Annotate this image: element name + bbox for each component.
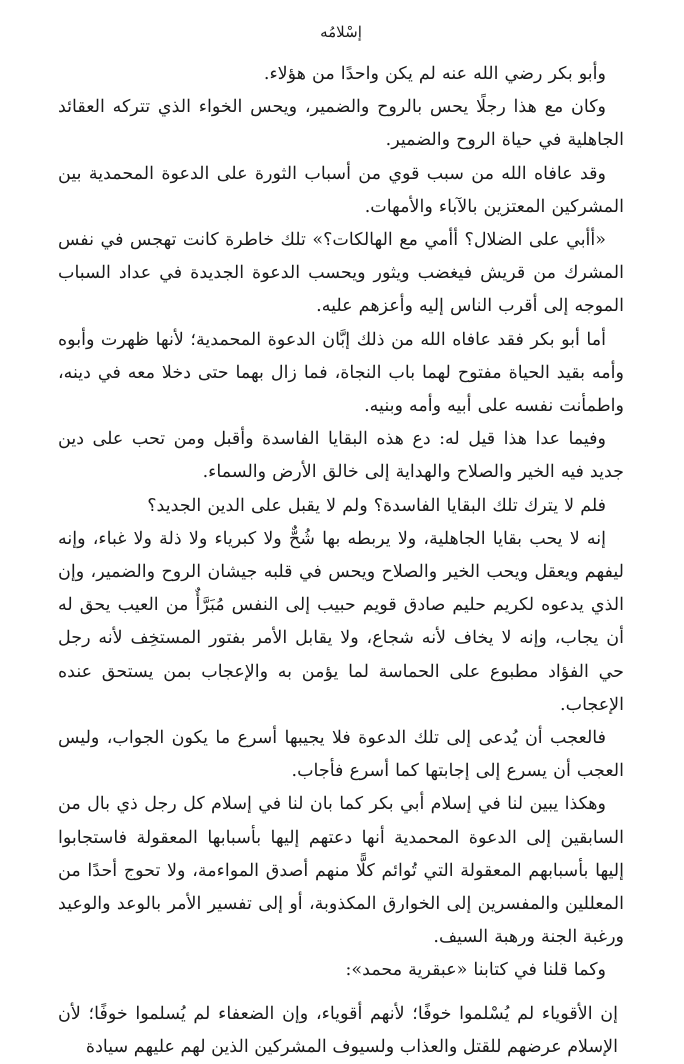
quote-text: إن الأقوياء لم يُسْلموا خوفًا؛ لأنهم أقوياء، وإن الضعفاء لم يُسلموا خوفًا؛ لأن الإسلام عرضهم للقتل والعذاب ولسيوف المشركين الذين لهم عليهم سيادة bbox=[58, 1003, 618, 1057]
paragraph-3: وقد عافاه الله من سبب قوي من أسباب الثورة على الدعوة المحمدية بين المشركين المعتزين بالآباء والأمهات. bbox=[58, 163, 624, 217]
paragraph-5: أما أبو بكر فقد عافاه الله من ذلك إبَّان الدعوة المحمدية؛ لأنها ظهرت وأبوه وأمه بقيد الحياة مفتوح لهما باب النجاة، فما زال بهما حتى دخلا معه في دينه، واطمأنت نفسه على أبيه وأمه وبنيه. bbox=[58, 329, 624, 417]
paragraph-8: إنه لا يحب بقايا الجاهلية، ولا يربطه بها شُحٌّ ولا كبرياء ولا ذلة ولا غباء، وإنه ليفهم ويعقل ويحب الخير والصلاح ويحس في قلبه جيشان الروح والضمير، وإن الذي يدعوه لكريم حليم صادق قويم حبيب إلى النفس مُبَرَّأٌ من العيب يحق له أن يجاب، وإنه لا يخاف لأنه شجاع، ولا يقابل الأمر بفتور المستخِف لأنه رجل حي الفؤاد مطبوع على الحماسة لما يؤمن به والإعجاب بمن يستحق عنده الإعجاب. bbox=[58, 528, 624, 715]
paragraph-11: وكما قلنا في كتابنا «عبقرية محمد»: bbox=[345, 960, 606, 981]
paragraph-6: وفيما عدا هذا قيل له: دع هذه البقايا الفاسدة وأقبل ومن تحب على دين جديد فيه الخير والصلاح والهداية إلى خالق الأرض والسماء. bbox=[58, 429, 624, 483]
paragraph-9: فالعجب أن يُدعى إلى تلك الدعوة فلا يجيبها أسرع ما يكون الجواب، وليس العجب أن يسرع إلى إجابتها كما أسرع فأجاب. bbox=[58, 728, 624, 782]
block-quote bbox=[58, 998, 624, 1064]
body-text bbox=[58, 58, 624, 988]
paragraph-10: وهكذا يبين لنا في إسلام أبي بكر كما بان لنا في إسلام كل رجل ذي بال من السابقين إلى الدعوة المحمدية أنها دعتهم إليها بأسبابها المعقولة فاستجابوا إليها بأسبابهم المعقولة التي تُوائم كلًّا منهم أصدق المواءمة، ولا تحوج أحدًا من المعللين والمفسرين إلى الخوارق المكذوبة، أو إلى تفسير الأمر بالوعد والوعيد ورغبة الجنة ورهبة السيف. bbox=[58, 794, 624, 948]
paragraph-7: فلم لا يترك تلك البقايا الفاسدة؟ ولم لا يقبل على الدين الجديد؟ bbox=[147, 495, 606, 516]
paragraph-1: وأبو بكر رضي الله عنه لم يكن واحدًا من هؤلاء. bbox=[263, 64, 606, 84]
paragraph-2: وكان مع هذا رجلًا يحس بالروح والضمير، ويحس الخواء الذي تتركه العقائد الجاهلية في حياة الروح والضمير. bbox=[58, 97, 624, 151]
paragraph-4: «أأبي على الضلال؟ أأمي مع الهالكات؟» تلك خاطرة كانت تهجس في نفس المشرك من قريش فيغضب ويثور ويحسب الدعوة الجديدة في عداد السباب الموجه إلى أقرب الناس إليه وأعزهم عليه. bbox=[58, 230, 624, 317]
running-head: إسْلامُه bbox=[320, 23, 362, 41]
